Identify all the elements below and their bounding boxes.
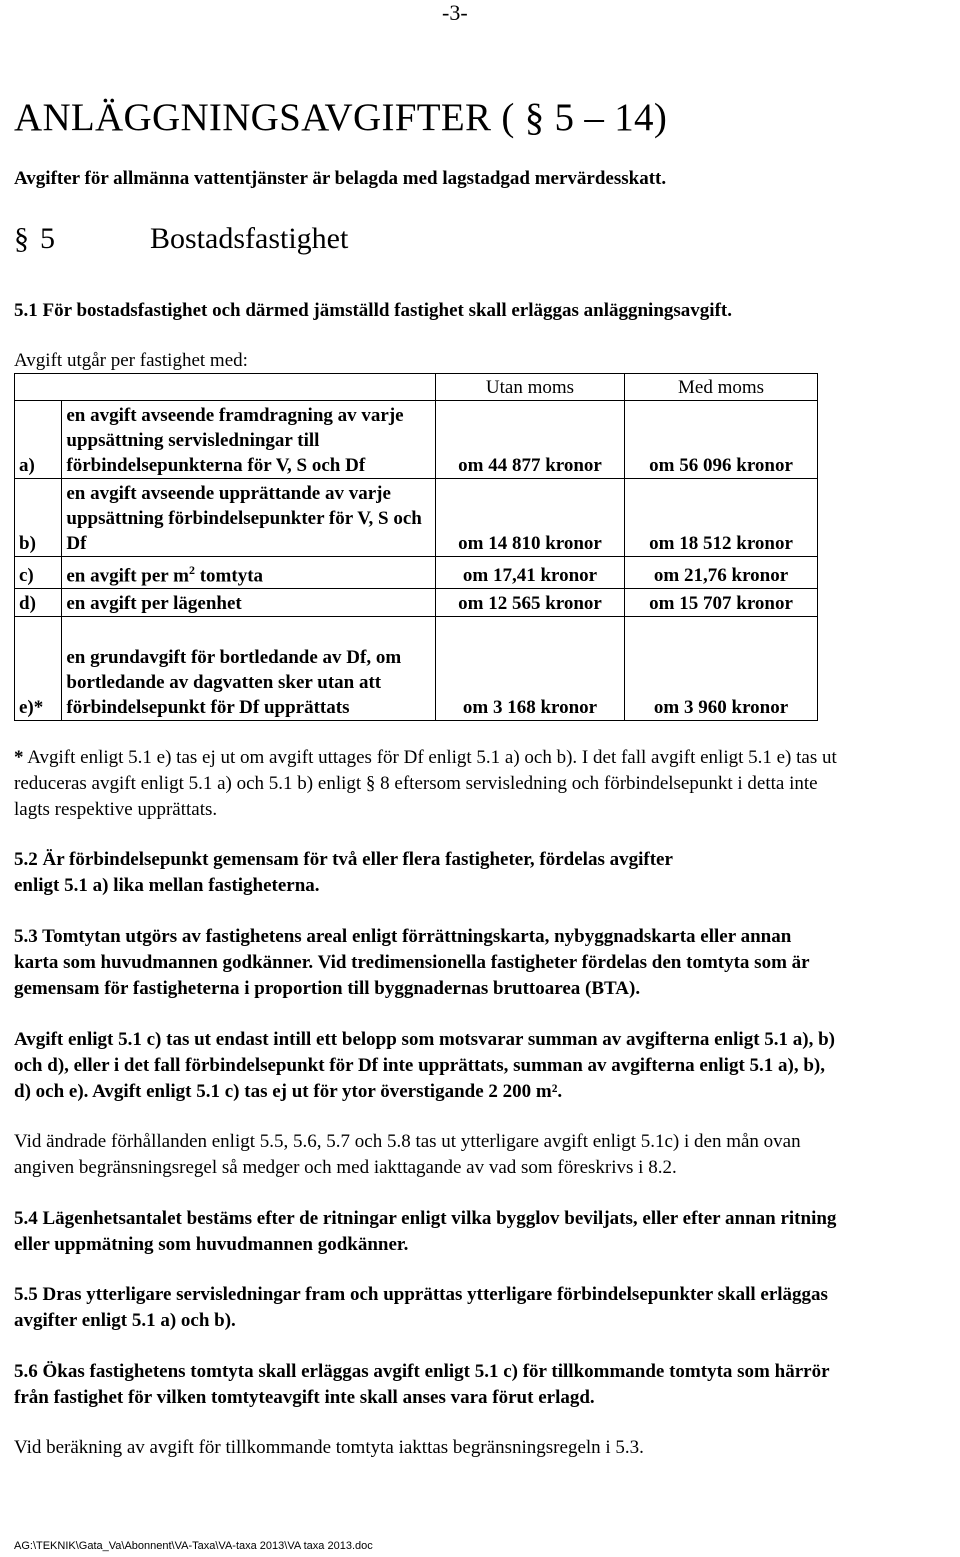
paragraph-changes-line: angiven begränsningsregel så medger och med iakttagande av vad som föreskrivs i 8.2. (14, 1157, 677, 1178)
amount-utan-moms: om 17,41 kronor (435, 557, 624, 589)
amount-med-moms: om 56 096 kronor (625, 401, 818, 479)
vat-note: Avgifter för allmänna vattentjänster är belagda med lagstadgad mervärdesskatt. (14, 168, 667, 189)
row-label: d) (15, 589, 62, 617)
footnote-line-3: lagts respektive upprättats. (14, 799, 218, 820)
amount-med-moms: om 15 707 kronor (625, 589, 818, 617)
footnote-text: 8 eftersom servisledning och förbindelsepunkt i detta inte (375, 773, 818, 794)
amount-med-moms: om 3 960 kronor (625, 617, 818, 721)
desc-text-cont: tomtyta (194, 565, 264, 586)
amount-med-moms: om 21,76 kronor (625, 557, 818, 589)
page-title (14, 95, 667, 140)
row-description: en grundavgift för bortledande av Df, om bortledande av dagvatten sker utan att förbindelsepunkt för Df upprättats (62, 617, 436, 721)
header-empty (15, 374, 62, 401)
paragraph-5-5-line: 5.5 Dras ytterligare servisledningar fram och upprättas ytterligare förbindelsepunkter skall erläggas (14, 1284, 828, 1305)
table-header-row (15, 374, 818, 401)
header-utan-moms: Utan moms (435, 374, 624, 401)
section-symbol: § (14, 222, 29, 255)
table-row (15, 617, 818, 721)
footnote-line-2 (14, 771, 818, 796)
table-row (15, 401, 818, 479)
paragraph-5-3-line: gemensam för fastigheterna i proportion till byggnadernas bruttoarea (BTA). (14, 978, 641, 999)
table-row (15, 479, 818, 557)
fee-table (14, 373, 818, 721)
section-name: Bostadsfastighet (150, 222, 349, 255)
footnote-star: * (14, 747, 24, 768)
table-row (15, 589, 818, 617)
row-label: a) (15, 401, 62, 479)
header-empty (62, 374, 436, 401)
paragraph-limit-rule: Vid beräkning av avgift för tillkommande tomtyta iakttas begränsningsregeln i 5.3. (14, 1437, 644, 1458)
amount-utan-moms: om 3 168 kronor (435, 617, 624, 721)
row-label: e)* (15, 617, 62, 721)
section-heading (14, 222, 348, 256)
paragraph-changes-line: Vid ändrade förhållanden enligt 5.5, 5.6, 5.7 och 5.8 tas ut ytterligare avgift enligt 5.1c) i den mån ovan (14, 1131, 801, 1152)
row-label: b) (15, 479, 62, 557)
section-symbol: § (365, 773, 376, 794)
paragraph-5-3-line: 5.3 Tomtytan utgörs av fastighetens areal enligt förrättningskarta, nybyggnadskarta eller annan (14, 926, 792, 947)
amount-utan-moms: om 12 565 kronor (435, 589, 624, 617)
page-number: -3- (442, 0, 468, 25)
paragraph-limit-line: och d), eller i det fall förbindelsepunkt för Df inte upprättats, summan av avgifterna enligt 5.1 a), b), (14, 1055, 826, 1076)
title-text: ANLÄGGNINGSAVGIFTER ( § 5 – 14) (14, 96, 668, 139)
table-row (15, 557, 818, 589)
paragraph-5-5-line: avgifter enligt 5.1 a) och b). (14, 1310, 236, 1331)
footnote-line-1 (14, 745, 837, 770)
footnote-text: Avgift enligt 5.1 e) tas ej ut om avgift uttages för Df enligt 5.1 a) och b). I det fall avgift enligt 5.1 e) tas ut (23, 747, 837, 768)
paragraph-5-6-line: från fastighet för vilken tomtyteavgift inte skall anses vara förut erlagd. (14, 1387, 595, 1408)
row-description (62, 557, 436, 589)
paragraph-limit-line: d) och e). Avgift enligt 5.1 c) tas ej ut för ytor överstigande 2 200 m². (14, 1081, 563, 1102)
header-med-moms: Med moms (625, 374, 818, 401)
paragraph-5-4-line: 5.4 Lägenhetsantalet bestäms efter de ritningar enligt vilka bygglov beviljats, eller efter annan ritning (14, 1208, 837, 1229)
row-description: en avgift avseende upprättande av varje uppsättning förbindelsepunkter för V, S och Df (62, 479, 436, 557)
footer-file-path: AG:\TEKNIK\Gata_Va\Abonnent\VA-Taxa\VA-taxa 2013\VA taxa 2013.doc (14, 1540, 373, 1552)
row-description: en avgift per lägenhet (62, 589, 436, 617)
amount-utan-moms: om 44 877 kronor (435, 401, 624, 479)
row-label: c) (15, 557, 62, 589)
paragraph-5-2-line: 5.2 Är förbindelsepunkt gemensam för två eller flera fastigheter, fördelas avgifter (14, 849, 673, 870)
paragraph-limit-line: Avgift enligt 5.1 c) tas ut endast intill ett belopp som motsvarar summan av avgifterna enligt 5.1 a), b) (14, 1029, 835, 1050)
section-number: 5 (40, 222, 55, 255)
paragraph-5-2-line: enligt 5.1 a) lika mellan fastigheterna. (14, 875, 320, 896)
amount-med-moms: om 18 512 kronor (625, 479, 818, 557)
paragraph-5-6-line: 5.6 Ökas fastighetens tomtyta skall erläggas avgift enligt 5.1 c) för tillkommande tomtyta som härrör (14, 1361, 830, 1382)
paragraph-5-1: 5.1 För bostadsfastighet och därmed jämställd fastighet skall erläggas anläggningsavgift. (14, 300, 732, 321)
paragraph-5-4-line: eller uppmätning som huvudmannen godkänner. (14, 1234, 409, 1255)
amount-utan-moms: om 14 810 kronor (435, 479, 624, 557)
superscript: 2 (188, 562, 195, 577)
fee-intro: Avgift utgår per fastighet med: (14, 350, 248, 371)
footnote-text: reduceras avgift enligt 5.1 a) och 5.1 b) enligt (14, 773, 366, 794)
paragraph-5-3-line: karta som huvudmannen godkänner. Vid tredimensionella fastigheter fördelas den tomtyta som är (14, 952, 810, 973)
desc-text: en avgift per m (66, 565, 189, 586)
row-description: en avgift avseende framdragning av varje uppsättning servisledningar till förbindelsepunkterna för V, S och Df (62, 401, 436, 479)
